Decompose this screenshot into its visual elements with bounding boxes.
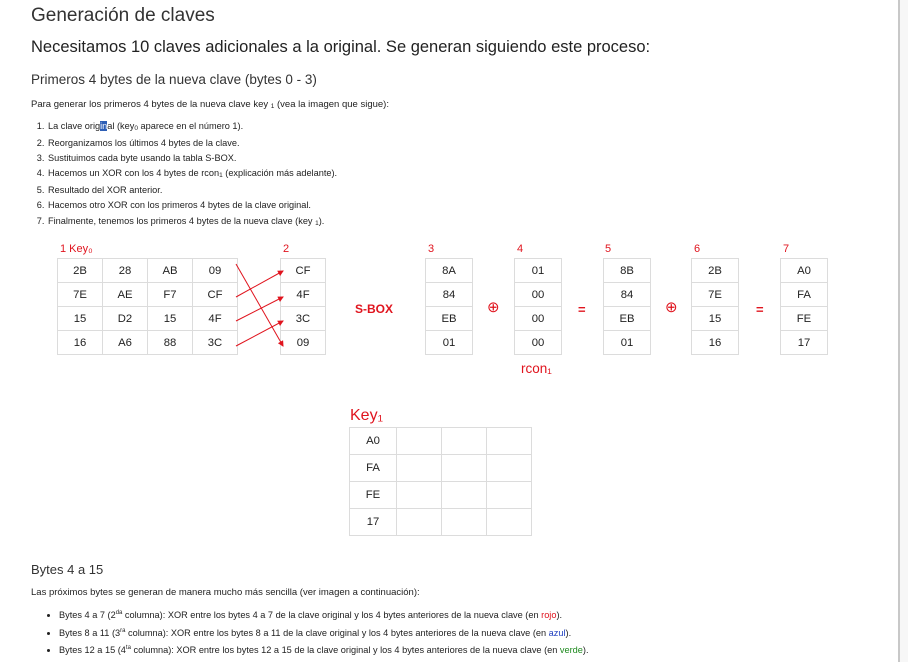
label-4: 4 xyxy=(517,243,524,255)
table-cell: 01 xyxy=(426,331,473,355)
key1-label: Key₁ xyxy=(350,407,383,424)
table-cell: EB xyxy=(604,307,651,331)
intro-text: Necesitamos 10 claves adicionales a la original. Se generan siguiendo este proceso: xyxy=(31,38,651,56)
subword-column xyxy=(425,258,473,355)
list-item: • Bytes 12 a 15 ($4^{ta}$ columna): XOR entre los bytes 12 a 15 de la clave original y los 4 bytes anteriores de la nueva clave (en verde). xyxy=(59,641,589,659)
table-cell: 17 xyxy=(781,331,828,355)
table-cell: A6 xyxy=(103,331,148,355)
table-cell: AE xyxy=(103,283,148,307)
list-item: 1. La clave original (key0 aparece en el número 1). xyxy=(47,119,337,136)
table-cell: 17 xyxy=(350,509,397,536)
equals-symbol: = xyxy=(578,302,586,317)
label-5: 5 xyxy=(605,243,612,255)
table-cell: F7 xyxy=(148,283,193,307)
table-cell: A0 xyxy=(350,428,397,455)
table-cell: 00 xyxy=(515,283,562,307)
table-cell xyxy=(397,482,442,509)
sbox-label: S-BOX xyxy=(355,302,394,316)
table-cell: 8B xyxy=(604,259,651,283)
table-cell: 09 xyxy=(193,259,238,283)
table-cell xyxy=(487,482,532,509)
key1-table xyxy=(349,427,532,536)
table-cell: FA xyxy=(350,455,397,482)
section2-paragraph: Las próximos bytes se generan de manera mucho más sencilla (ver imagen a continuación): xyxy=(31,587,420,598)
label-3: 3 xyxy=(428,243,435,255)
table-cell: D2 xyxy=(103,307,148,331)
table-cell: 8A xyxy=(426,259,473,283)
table-cell: FA xyxy=(781,283,828,307)
list-item: 4. Hacemos un XOR con los 4 bytes de rcon1 (explicación más adelante). xyxy=(47,166,337,183)
list-item: 5. Resultado del XOR anterior. xyxy=(47,183,337,198)
rcon-label: rcon₁ xyxy=(521,361,552,376)
table-cell: 3C xyxy=(193,331,238,355)
table-cell: 01 xyxy=(515,259,562,283)
xor-result-column xyxy=(603,258,651,355)
table-cell: 2B xyxy=(692,259,739,283)
table-cell: AB xyxy=(148,259,193,283)
arrow-line xyxy=(236,271,283,297)
table-cell xyxy=(442,482,487,509)
table-cell: CF xyxy=(193,283,238,307)
table-cell: EB xyxy=(426,307,473,331)
equals-symbol: = xyxy=(756,302,764,317)
table-cell: A0 xyxy=(781,259,828,283)
table-cell: 16 xyxy=(58,331,103,355)
table-cell xyxy=(487,428,532,455)
table-cell xyxy=(487,455,532,482)
table-cell: FE xyxy=(350,482,397,509)
table-cell: 4F xyxy=(281,283,326,307)
table-cell: 3C xyxy=(281,307,326,331)
list-item: • Bytes 8 a 11 ($3^{ra}$ columna): XOR entre los bytes 8 a 11 de la clave original y los 4 bytes anteriores de la nueva clave (en azul). xyxy=(59,624,589,642)
arrow-line xyxy=(236,297,283,321)
table-cell: 15 xyxy=(692,307,739,331)
table-cell xyxy=(442,428,487,455)
key0-first-column xyxy=(691,258,739,355)
table-cell xyxy=(487,509,532,536)
section1-heading: Primeros 4 bytes de la nueva clave (bytes 0 - 3) xyxy=(31,72,317,87)
table-cell: 4F xyxy=(193,307,238,331)
table-cell xyxy=(442,509,487,536)
label-key0: 1 Key₀ xyxy=(60,243,93,255)
table-cell xyxy=(442,455,487,482)
table-cell: CF xyxy=(281,259,326,283)
table-cell: 01 xyxy=(604,331,651,355)
table-cell: FE xyxy=(781,307,828,331)
table-cell xyxy=(397,509,442,536)
table-cell: 15 xyxy=(58,307,103,331)
section2-heading: Bytes 4 a 15 xyxy=(31,562,104,577)
table-cell: 2B xyxy=(58,259,103,283)
list-item: 7. Finalmente, tenemos los primeros 4 bytes de la nueva clave (key 1). xyxy=(47,214,337,231)
table-cell: 7E xyxy=(58,283,103,307)
section1-paragraph: Para generar los primeros 4 bytes de la nueva clave key 1 (vea la imagen que sigue): xyxy=(31,99,389,110)
table-cell: 84 xyxy=(604,283,651,307)
table-cell xyxy=(397,455,442,482)
label-2: 2 xyxy=(283,243,290,255)
xor-symbol: ⊕ xyxy=(665,299,678,316)
page-title: Generación de claves xyxy=(31,5,215,26)
table-cell: 28 xyxy=(103,259,148,283)
xor-symbol: ⊕ xyxy=(487,299,500,316)
table-cell: 16 xyxy=(692,331,739,355)
table-cell: 00 xyxy=(515,331,562,355)
rcon-column xyxy=(514,258,562,355)
label-6: 6 xyxy=(694,243,701,255)
table-cell xyxy=(397,428,442,455)
table-cell: 7E xyxy=(692,283,739,307)
table-cell: 00 xyxy=(515,307,562,331)
list-item: • Bytes 4 a 7 ($2^{da}$ columna): XOR entre los bytes 4 a 7 de la clave original y los 4 bytes anteriores de la nueva clave (en rojo). xyxy=(59,606,589,624)
table-cell: 09 xyxy=(281,331,326,355)
key1-first-column xyxy=(780,258,828,355)
table-cell: 88 xyxy=(148,331,193,355)
list-item: 6. Hacemos otro XOR con los primeros 4 bytes de la clave original. xyxy=(47,198,337,213)
table-cell: 84 xyxy=(426,283,473,307)
bytes-list xyxy=(31,606,589,659)
list-item: 3. Sustituimos cada byte usando la tabla S-BOX. xyxy=(47,151,337,166)
label-7: 7 xyxy=(783,243,790,255)
list-item: 2. Reorganizamos los últimos 4 bytes de la clave. xyxy=(47,136,337,151)
table-cell: 15 xyxy=(148,307,193,331)
